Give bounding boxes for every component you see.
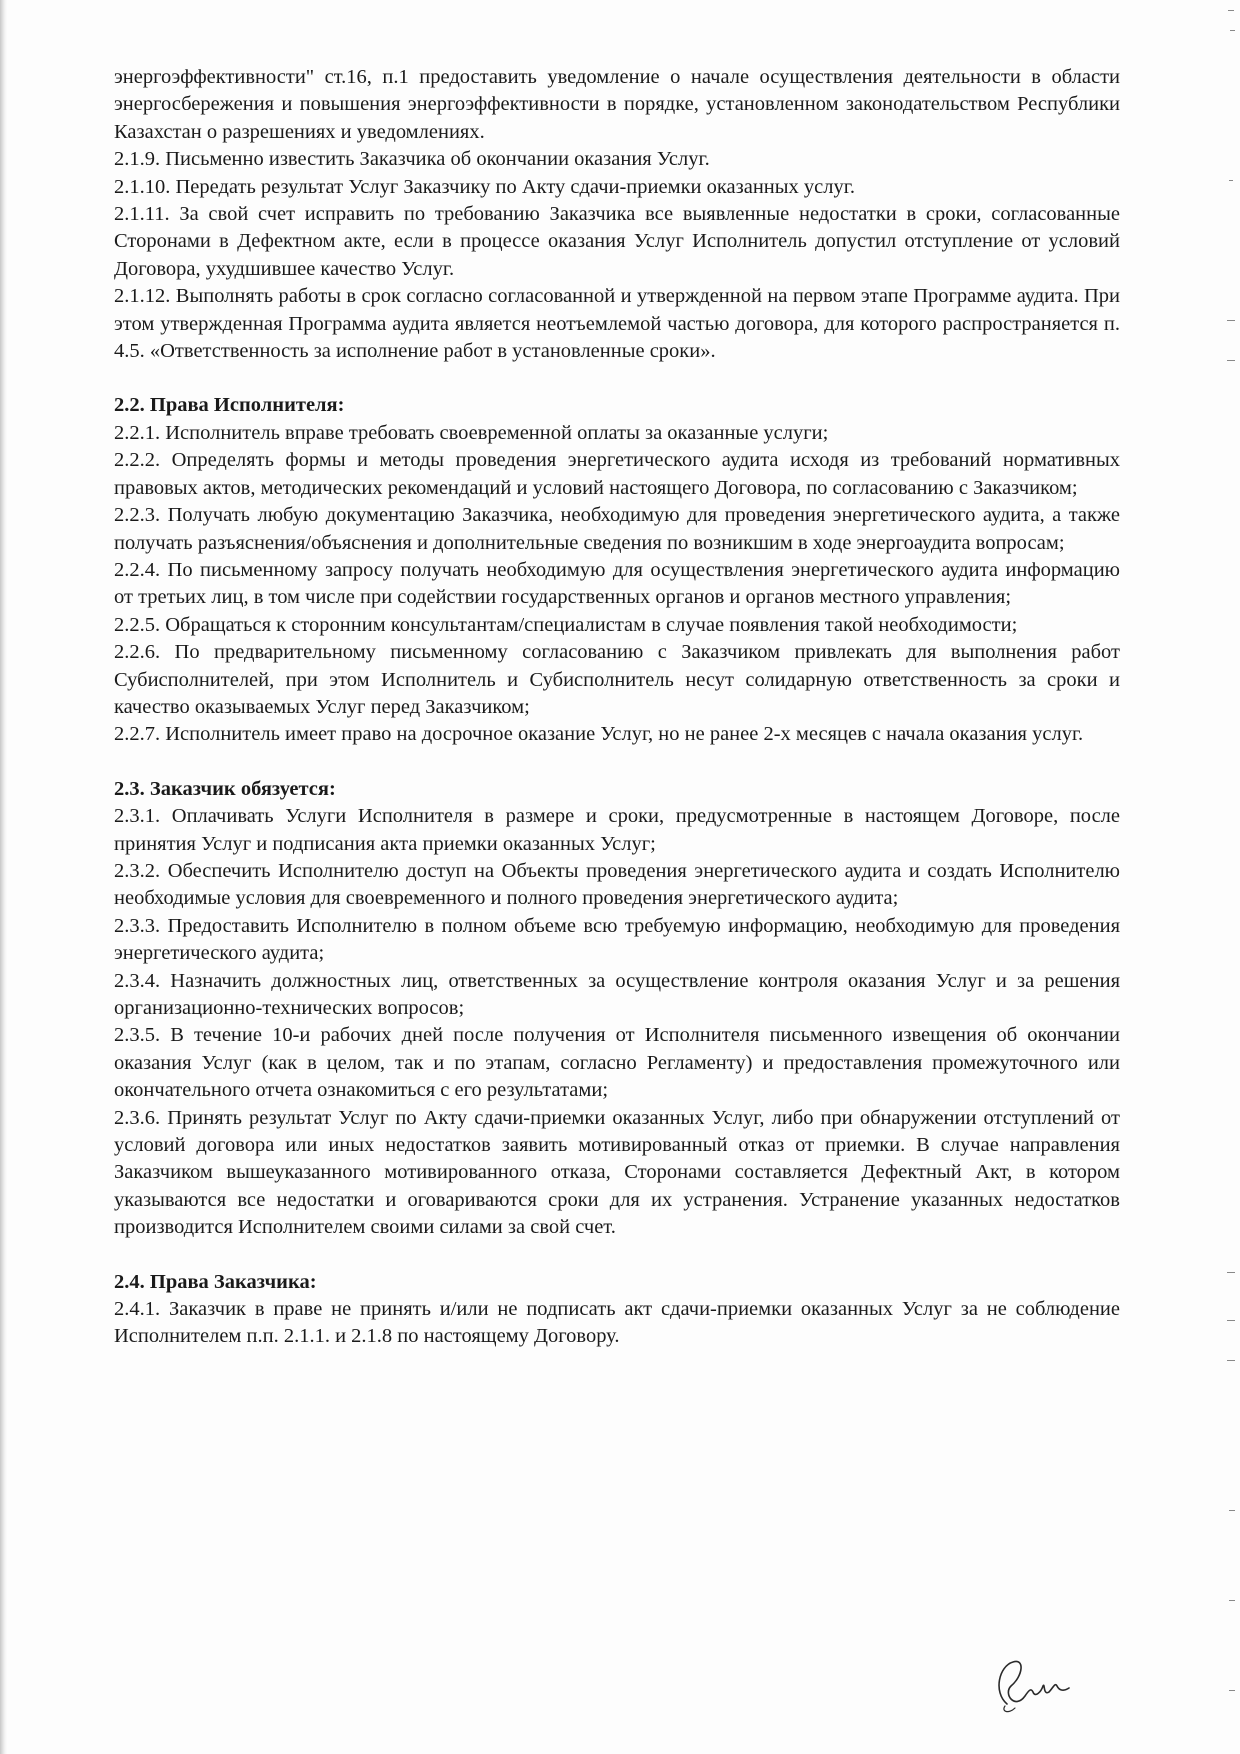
section-heading-2-2: 2.2. Права Исполнителя: xyxy=(114,394,345,417)
clause-2-1-10: 2.1.10. Передать результат Услуг Заказчику по Акту сдачи-приемки оказанных услуг. xyxy=(114,175,855,198)
clause-2-3-1: 2.3.1. Оплачивать Услуги Исполнителя в размере и сроки, предусмотренные в настоящем Договоре, после принятия Услуг и подписания акта приемки оказанных Услуг; xyxy=(114,805,1120,855)
clause-2-2-5: 2.2.5. Обращаться к сторонним консультантам/специалистам в случае появления такой необходимости; xyxy=(114,613,1018,636)
clause-2-3-2: 2.3.2. Обеспечить Исполнителю доступ на Объекты проведения энергетического аудита и создать Исполнителю необходимые условия для своевременного и полного проведения энергетического аудита; xyxy=(114,859,1120,910)
document-body xyxy=(114,64,1120,1351)
clause-2-2-3: 2.2.3. Получать любую документацию Заказчика, необходимую для проведения энергетического аудита, а также получать разъяснения/объяснения и дополнительные сведения по возникшим в ходе энергоаудита вопросам; xyxy=(114,504,1120,554)
clause-2-1-12: 2.1.12. Выполнять работы в срок согласно согласованной и утвержденной на первом этапе Программе аудита. При этом утвержденная Программа аудита является неотъемлемой частью договора, для которого распространяется п. 4.5. «Ответственность за исполнение работ в установленные сроки». xyxy=(114,285,1120,363)
section-gap xyxy=(114,365,1120,392)
section-gap xyxy=(114,1242,1120,1269)
section-gap xyxy=(114,749,1120,776)
clause-2-3-6: 2.3.6. Принять результат Услуг по Акту сдачи-приемки оказанных Услуг, либо при обнаружении отступлений от условий договора или иных недостатков заявить мотивированный отказ от приемки. В случае направления Заказчиком вышеуказанного мотивированного отказа, Сторонами составляется Дефектный Акт, в котором указываются все недостатки и оговариваются сроки для их устранения. Устранение указанных недостатков производится Исполнителем своими силами за свой счет. xyxy=(114,1106,1120,1239)
clause-2-2-2: 2.2.2. Определять формы и методы проведения энергетического аудита исходя из требований нормативных правовых актов, методических рекомендаций и условий настоящего Договора, по согласованию с Заказчиком; xyxy=(114,449,1120,499)
clause-2-2-1: 2.2.1. Исполнитель вправе требовать своевременной оплаты за оказанные услуги; xyxy=(114,421,829,444)
clause-2-4-1: 2.4.1. Заказчик в праве не принять и/или не подписать акт сдачи-приемки оказанных Услуг за не соблюдение Исполнителем п.п. 2.1.1. и 2.1.8 по настоящему Договору. xyxy=(114,1298,1120,1348)
scan-right-edge xyxy=(1200,0,1240,1754)
scan-left-edge xyxy=(0,0,7,1754)
clause-2-3-4: 2.3.4. Назначить должностных лиц, ответственных за осуществление контроля оказания Услуг и за решения организационно-технических вопросов; xyxy=(114,969,1120,1019)
clause-2-2-4: 2.2.4. По письменному запросу получать необходимую для осуществления энергетического аудита информацию от третьих лиц, в том числе при содействии государственных органов и органов местного управления; xyxy=(114,558,1120,609)
clause-2-1-9: 2.1.9. Письменно известить Заказчика об окончании оказания Услуг. xyxy=(114,148,710,171)
paragraph-continuation: энергоэффективности" ст.16, п.1 предоставить уведомление о начале осуществления деятельности в области энергосбережения и повышения энергоэффективности в порядке, установленном законодательством Республики Казахстан о разрешениях и уведомлениях. xyxy=(114,66,1120,143)
section-heading-2-4: 2.4. Права Заказчика: xyxy=(114,1270,317,1293)
clause-2-1-11: 2.1.11. За свой счет исправить по требованию Заказчика все выявленные недостатки в сроки, согласованные Сторонами в Дефектном акте, если в процессе оказания Услуг Исполнитель допустил отступление от условий Договора, ухудшившее качество Услуг. xyxy=(114,203,1120,280)
clause-2-3-3: 2.3.3. Предоставить Исполнителю в полном объеме всю требуемую информацию, необходимую для проведения энергетического аудита; xyxy=(114,914,1120,965)
clause-2-3-5: 2.3.5. В течение 10-и рабочих дней после получения от Исполнителя письменного извещения об окончании оказания Услуг (как в целом, так и по этапам, согласно Регламенту) и предоставления промежуточного или окончательного отчета ознакомиться с его результатами; xyxy=(114,1024,1120,1102)
signature-initials xyxy=(985,1652,1075,1722)
clause-2-2-6: 2.2.6. По предварительному письменному согласованию с Заказчиком привлекать для выполнения работ Субисполнителей, при этом Исполнитель и Субисполнитель несут солидарную ответственность за сроки и качество оказываемых Услуг перед Заказчиком; xyxy=(114,641,1120,718)
clause-2-2-7: 2.2.7. Исполнитель имеет право на досрочное оказание Услуг, но не ранее 2-х месяцев с начала оказания услуг. xyxy=(114,723,1084,746)
section-heading-2-3: 2.3. Заказчик обязуется: xyxy=(114,777,336,800)
